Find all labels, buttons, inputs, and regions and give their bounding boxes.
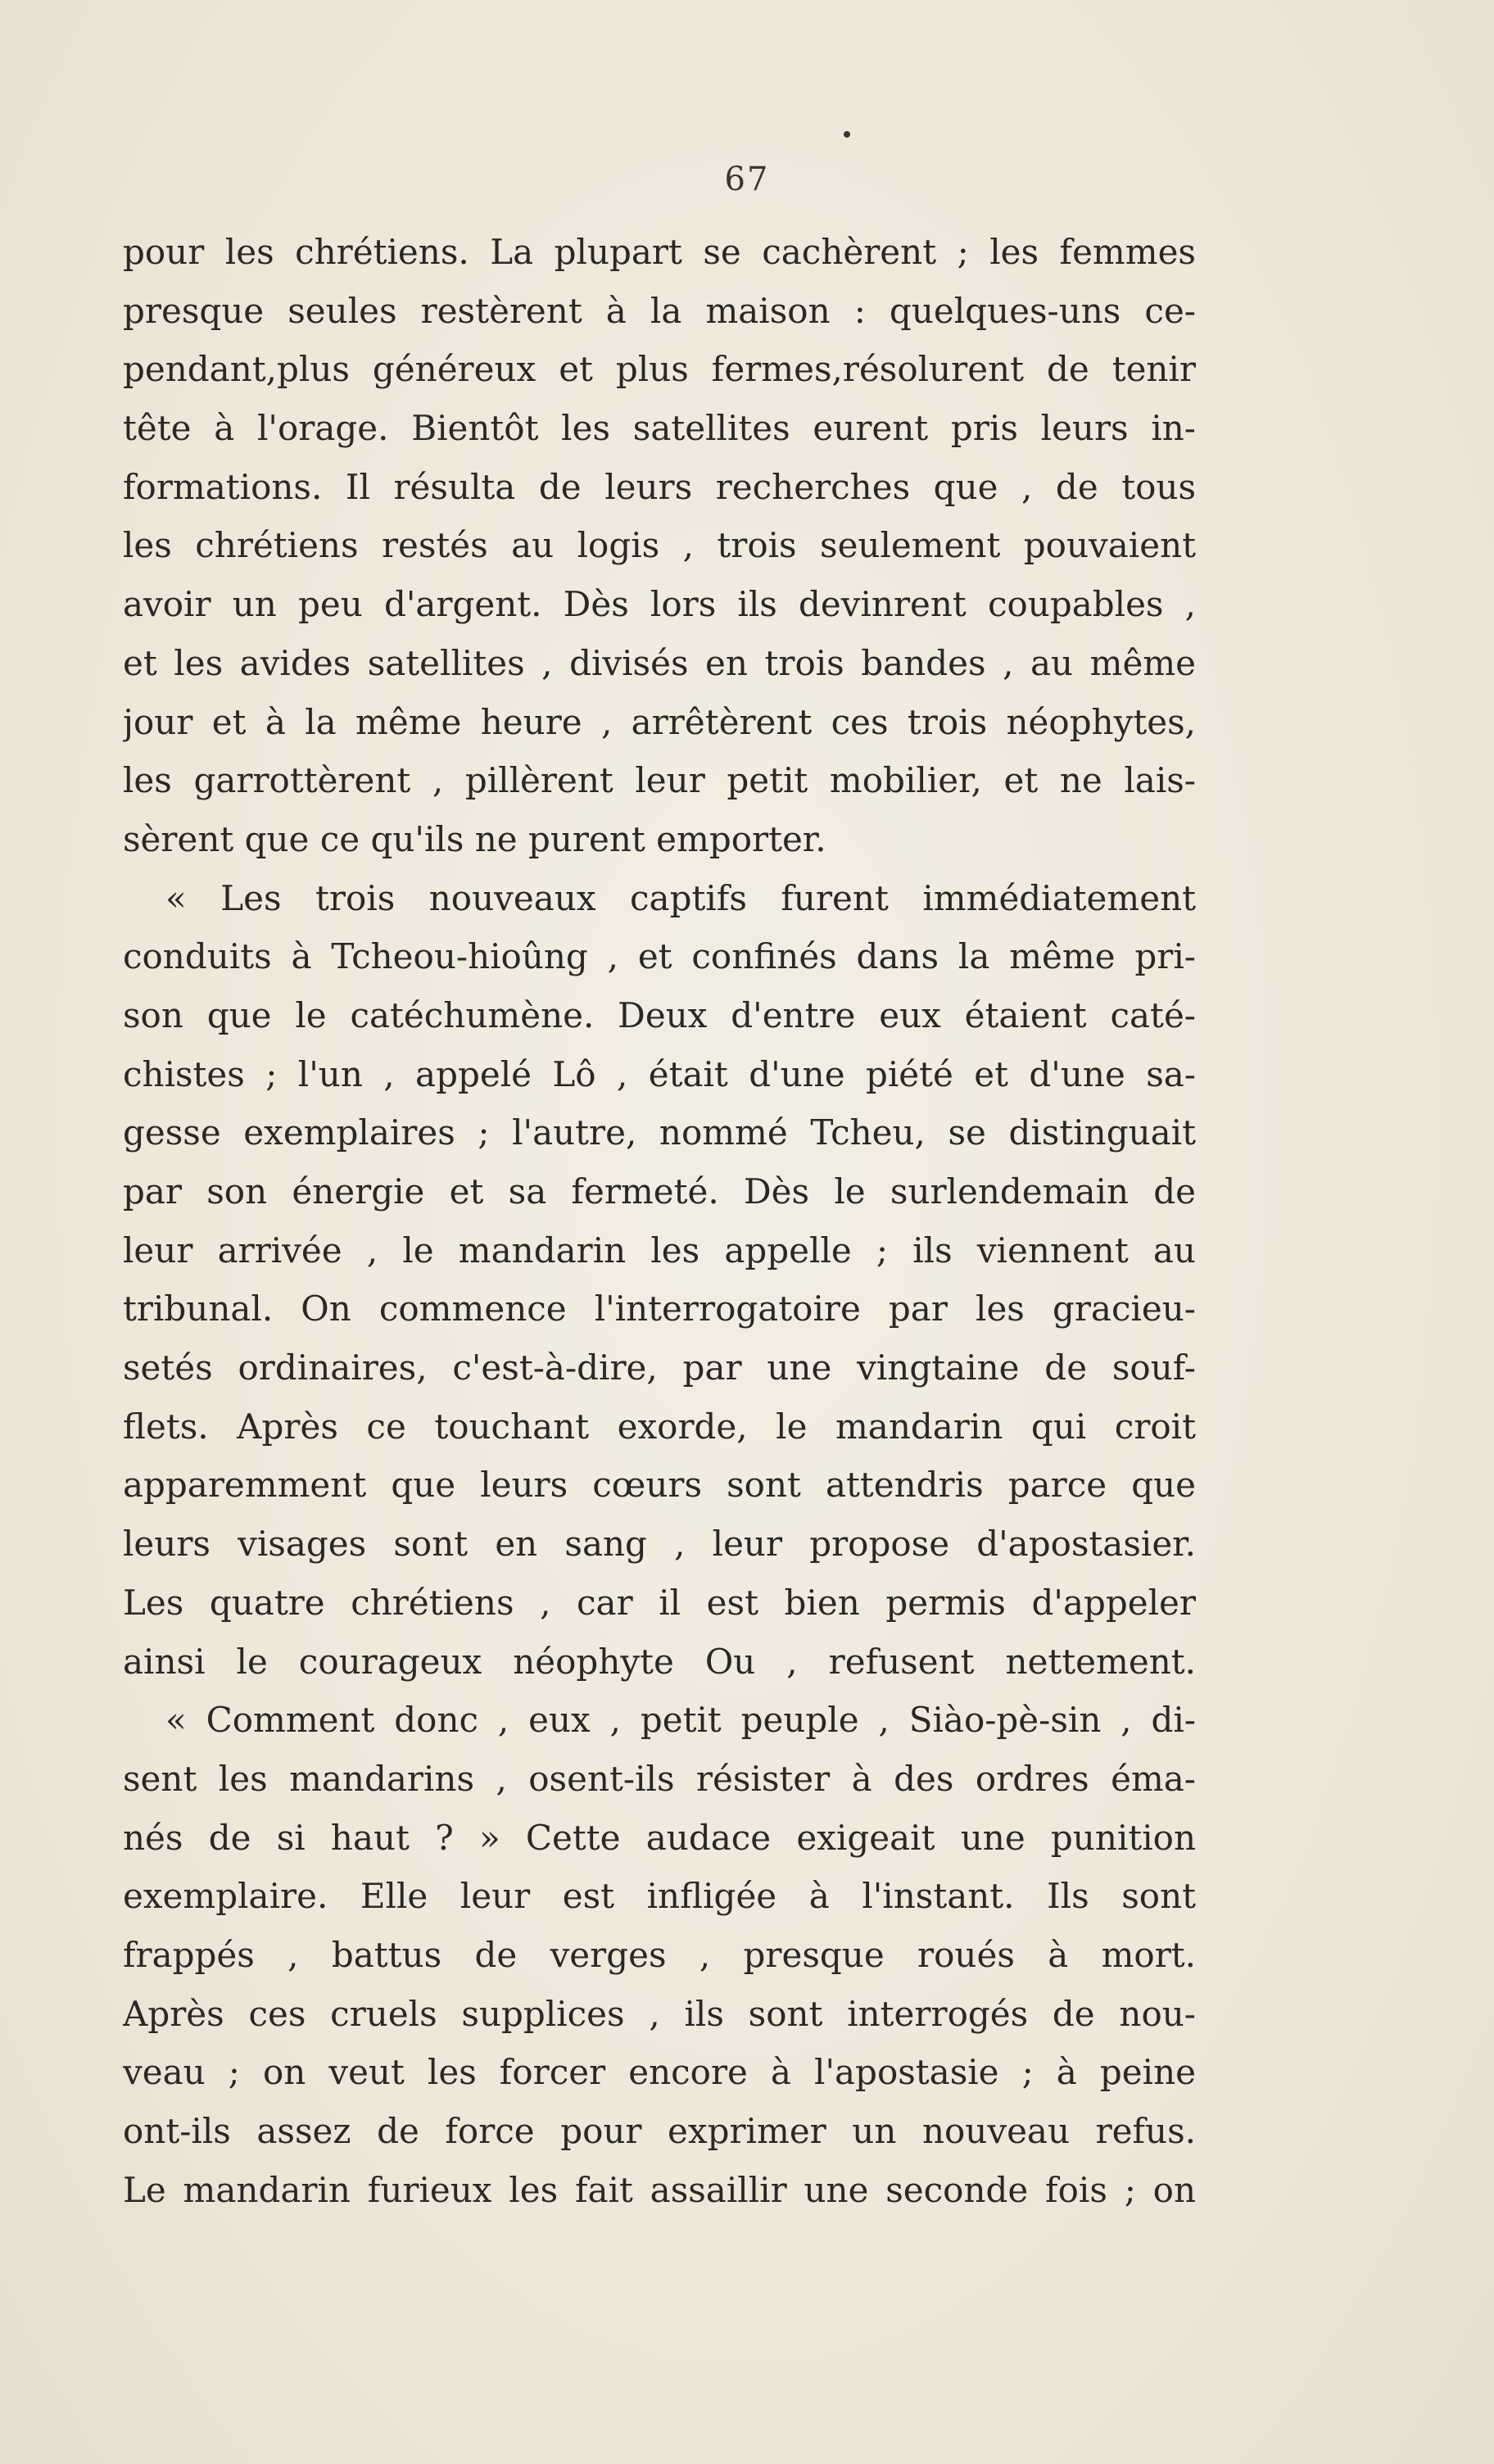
- text-line: frappés , battus de verges , presque roués à mort.: [123, 1934, 1196, 1975]
- body-text: [123, 223, 1196, 2219]
- text-line: presque seules restèrent à la maison : quelques-uns ce-: [123, 290, 1196, 331]
- text-line: sent les mandarins , osent-ils résister à des ordres éma-: [123, 1758, 1196, 1799]
- text-line: et les avides satellites , divisés en trois bandes , au même: [123, 642, 1196, 683]
- text-line: pour les chrétiens. La plupart se cachèrent ; les femmes: [123, 232, 1196, 272]
- text-line: « Les trois nouveaux captifs furent immédiatement: [165, 877, 1196, 918]
- text-line: Le mandarin furieux les fait assaillir une seconde fois ; on: [123, 2169, 1196, 2210]
- text-line: pendant,plus généreux et plus fermes,résolurent de tenir: [123, 349, 1196, 390]
- text-line: jour et à la même heure , arrêtèrent ces trois néophytes,: [123, 701, 1196, 742]
- text-line: tête à l'orage. Bientôt les satellites eurent pris leurs in-: [123, 408, 1196, 449]
- text-line: formations. Il résulta de leurs recherches que , de tous: [123, 466, 1196, 507]
- text-line: chistes ; l'un , appelé Lô , était d'une piété et d'une sa-: [123, 1053, 1196, 1094]
- text-line: veau ; on veut les forcer encore à l'apostasie ; à peine: [123, 2052, 1196, 2093]
- text-line: sèrent que ce qu'ils ne purent emporter.: [123, 818, 826, 859]
- text-line: conduits à Tcheou-hioûng , et confinés dans la même pri-: [123, 936, 1196, 977]
- text-line: Après ces cruels supplices , ils sont interrogés de nou-: [123, 1993, 1196, 2034]
- text-line: « Comment donc , eux , petit peuple , Siào-pè-sin , di-: [165, 1700, 1196, 1741]
- text-line: les chrétiens restés au logis , trois seulement pouvaient: [123, 525, 1196, 566]
- text-line: ainsi le courageux néophyte Ou , refusent nettement.: [123, 1641, 1196, 1682]
- text-line: apparemment que leurs cœurs sont attendris parce que: [123, 1465, 1196, 1506]
- text-line: setés ordinaires, c'est-à-dire, par une vingtaine de souf-: [123, 1348, 1196, 1388]
- text-line: tribunal. On commence l'interrogatoire par les gracieu-: [123, 1289, 1196, 1329]
- text-line: flets. Après ce touchant exorde, le mandarin qui croit: [123, 1406, 1196, 1447]
- ink-speck: [844, 131, 850, 138]
- text-line: exemplaire. Elle leur est infligée à l'instant. Ils sont: [123, 1876, 1196, 1917]
- text-line: gesse exemplaires ; l'autre, nommé Tcheu, se distinguait: [123, 1112, 1196, 1153]
- text-line: nés de si haut ? » Cette audace exigeait une punition: [123, 1817, 1196, 1858]
- text-line: par son énergie et sa fermeté. Dès le surlendemain de: [123, 1171, 1196, 1212]
- text-line: Les quatre chrétiens , car il est bien permis d'appeler: [123, 1582, 1196, 1623]
- text-line: les garrottèrent , pillèrent leur petit mobilier, et ne lais-: [123, 760, 1196, 801]
- page-number: 67: [724, 161, 770, 198]
- text-line: son que le catéchumène. Deux d'entre eux étaient caté-: [123, 994, 1196, 1035]
- text-line: avoir un peu d'argent. Dès lors ils devinrent coupables ,: [123, 584, 1196, 625]
- text-line: ont-ils assez de force pour exprimer un nouveau refus.: [123, 2111, 1196, 2151]
- text-line: leurs visages sont en sang , leur propose d'apostasier.: [123, 1524, 1196, 1565]
- text-line: leur arrivée , le mandarin les appelle ; ils viennent au: [123, 1230, 1196, 1270]
